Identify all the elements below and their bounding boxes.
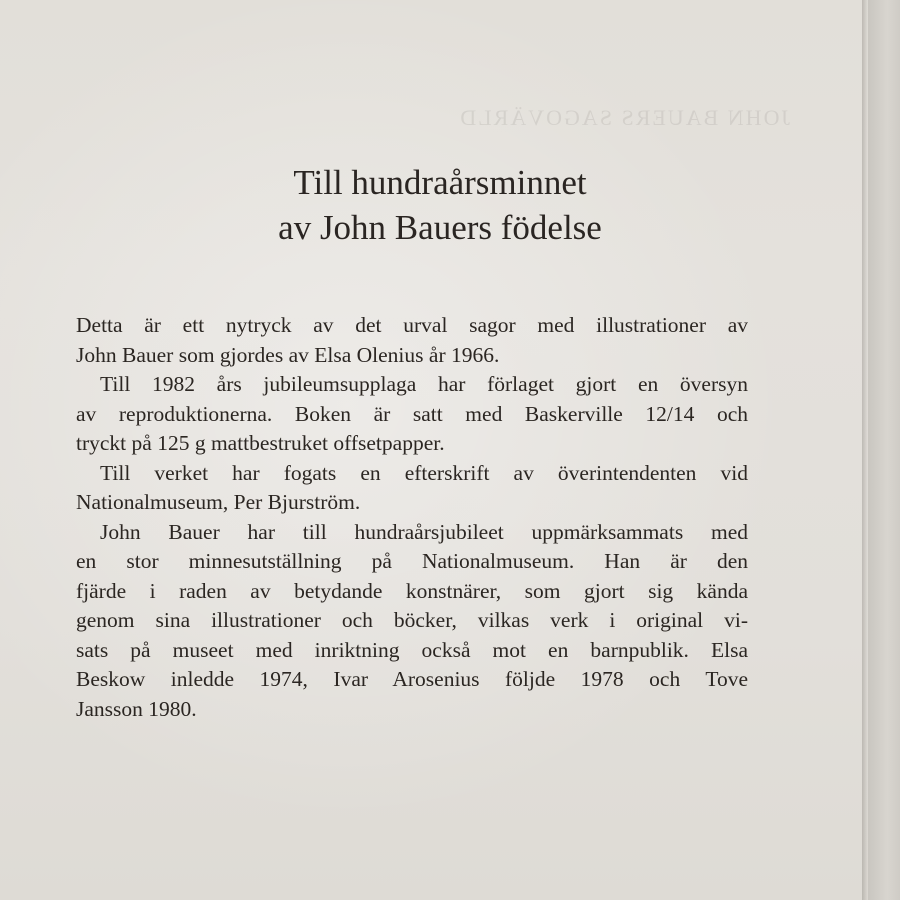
text-line: sats på museet med inriktning också mot en barnpublik. Elsa xyxy=(76,637,748,662)
text-line: Detta är ett nytryck av det urval sagor med illustrationer av xyxy=(76,313,748,337)
text-line: en stor minnesutställning på Nationalmuseum. Han är den xyxy=(76,549,748,573)
paragraph-2 xyxy=(76,370,748,459)
paragraph-4 xyxy=(76,518,748,725)
text-line: John Bauer har till hundraårsjubileet uppmärksammats med xyxy=(100,519,748,544)
page-title xyxy=(140,160,740,250)
title-line-1: Till hundraårsminnet xyxy=(293,163,587,202)
bleed-through-text: JOHN BAUERS SAGOVÄRLD xyxy=(458,105,790,130)
text-line: av reproduktionerna. Boken är satt med Baskerville 12/14 och xyxy=(76,401,748,426)
body-text xyxy=(76,311,748,724)
paragraph-1 xyxy=(76,311,748,370)
title-line-2: av John Bauers födelse xyxy=(278,208,602,247)
text-line: fjärde i raden av betydande konstnärer, som gjort sig kända xyxy=(76,578,748,603)
text-line: Jansson 1980. xyxy=(76,696,197,721)
paragraph-3 xyxy=(76,459,748,518)
adjacent-page-edge xyxy=(868,0,900,900)
text-line: John Bauer som gjordes av Elsa Olenius år 1966. xyxy=(76,342,500,367)
text-line: Till verket har fogats en efterskrift av överintendenten vid xyxy=(100,460,748,485)
text-line: genom sina illustrationer och böcker, vilkas verk i original vi- xyxy=(76,608,748,632)
text-line: Till 1982 års jubileumsupplaga har förlaget gjort en översyn xyxy=(100,372,748,396)
text-line: tryckt på 125 g mattbestruket offsetpapper. xyxy=(76,431,445,455)
text-line: Nationalmuseum, Per Bjurström. xyxy=(76,490,361,514)
text-line: Beskow inledde 1974, Ivar Arosenius följde 1978 och Tove xyxy=(76,667,748,691)
